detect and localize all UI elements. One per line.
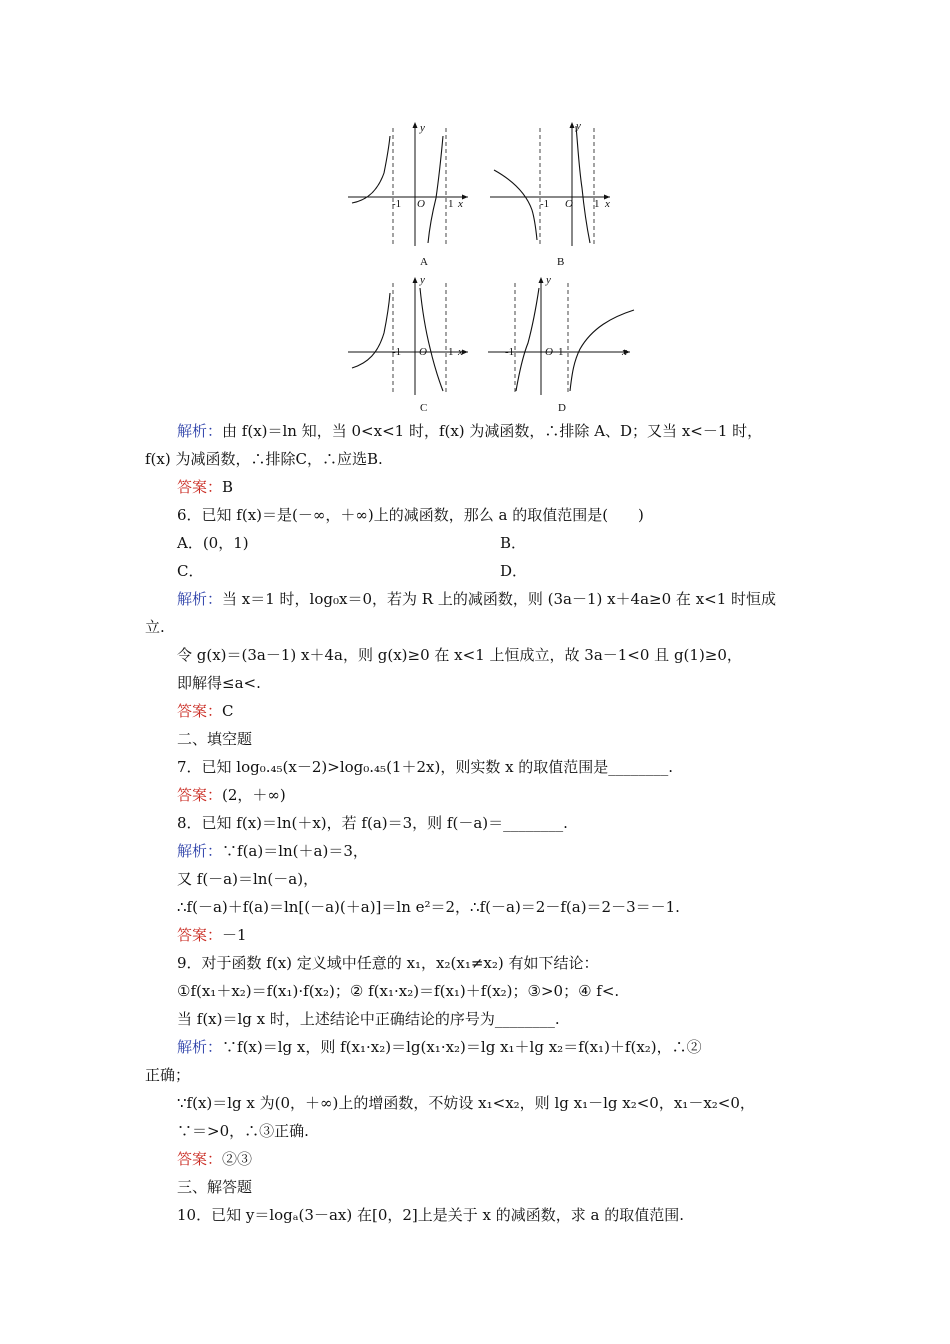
graph-c-caption: C <box>420 402 428 414</box>
graph-c-tick-1: 1 <box>448 346 454 358</box>
analysis-6-line3: 令 g(x)＝(3a－1) x＋4a，则 g(x)≥0 在 x<1 上恒成立，故 3a－1<0 且 g(1)≥0， <box>177 646 742 664</box>
graph-b-x-label: x <box>605 198 610 210</box>
graph-c <box>348 273 473 398</box>
answer-label: 答案： <box>177 1150 223 1168</box>
graph-c-tick-neg1: -1 <box>392 346 402 358</box>
graph-c-origin: O <box>419 346 427 358</box>
graph-a-caption: A <box>420 256 428 268</box>
analysis-label: 解析： <box>177 590 223 608</box>
answer-7: 答案：(2，＋∞) <box>177 786 286 804</box>
answer-label: 答案： <box>177 702 223 720</box>
analysis-9-line3: ∵f(x)＝lg x 为(0，＋∞)上的增函数，不妨设 x₁<x₂，则 lg x₁－lg x₂<0，x₁－x₂<0， <box>177 1094 755 1112</box>
graph-d-tick-1: 1 <box>558 346 564 358</box>
graph-b-tick-1: 1 <box>594 198 600 210</box>
analysis-label: 解析： <box>177 422 223 440</box>
graph-b-caption: B <box>557 256 565 268</box>
analysis-9-line1: 解析：∵f(x)＝lg x，则 f(x₁·x₂)＝lg(x₁·x₂)＝lg x₁＋lg x₂＝f(x₁)＋f(x₂)，∴② <box>177 1038 702 1056</box>
analysis-label: 解析： <box>177 842 223 860</box>
analysis-8-line1: 解析：∵f(a)＝ln(＋a)＝3， <box>177 842 368 860</box>
graph-b-tick-neg1: -1 <box>540 198 550 210</box>
question-9-statements: ①f(x₁＋x₂)＝f(x₁)·f(x₂)；② f(x₁·x₂)＝f(x₁)＋f(x₂)；③>0；④ f<. <box>177 982 620 1000</box>
question-8: 8．已知 f(x)＝ln(＋x)，若 f(a)＝3，则 f(－a)＝________. <box>177 814 568 832</box>
graph-d-origin: O <box>545 346 553 358</box>
graph-a <box>348 118 473 248</box>
graph-a-x-label: x <box>458 198 463 210</box>
graph-c-x-label: x <box>458 346 463 358</box>
question-6-option-d: D． <box>500 562 528 580</box>
section-2-heading: 二、填空题 <box>177 730 253 748</box>
graph-d-x-label: x <box>622 346 627 358</box>
answer-label: 答案： <box>177 786 223 804</box>
graph-a-tick-1: 1 <box>448 198 454 210</box>
analysis-9-line4: ∵＝>0，∴③正确. <box>177 1122 309 1140</box>
answer-9: 答案：②③ <box>177 1150 253 1168</box>
analysis-5-line1: 解析：由 f(x)＝ln 知，当 0<x<1 时，f(x) 为减函数，∴排除 A、D；又当 x<－1 时， <box>177 422 763 440</box>
answer-label: 答案： <box>177 926 223 944</box>
section-3-heading: 三、解答题 <box>177 1178 253 1196</box>
question-10: 10．已知 y＝logₐ(3－ax) 在[0，2]上是关于 x 的减函数，求 a 的取值范围. <box>177 1206 684 1224</box>
graph-c-y-label: y <box>420 274 425 286</box>
question-9-prompt: 当 f(x)＝lg x 时，上述结论中正确结论的序号为________. <box>177 1010 560 1028</box>
analysis-8-line2: 又 f(－a)＝ln(－a)， <box>177 870 319 888</box>
analysis-6-line4: 即解得≤a<. <box>177 674 261 692</box>
analysis-5-line2: f(x) 为减函数，∴排除C，∴应选B. <box>145 450 383 468</box>
graph-b-origin: O <box>565 198 573 210</box>
graph-b-y-label: y <box>576 120 581 132</box>
question-7: 7．已知 log₀.₄₅(x－2)>log₀.₄₅(1＋2x)，则实数 x 的取值范围是________. <box>177 758 674 776</box>
graph-d-caption: D <box>558 402 566 414</box>
question-6-option-a: A．(0，1) <box>177 534 249 552</box>
analysis-6-line2: 立. <box>145 618 165 636</box>
graph-a-tick-neg1: -1 <box>392 198 402 210</box>
graph-a-y-label: y <box>420 122 425 134</box>
analysis-9-line2: 正确； <box>145 1066 191 1084</box>
question-9: 9．对于函数 f(x) 定义域中任意的 x₁，x₂(x₁≠x₂) 有如下结论： <box>177 954 599 972</box>
analysis-label: 解析： <box>177 1038 223 1056</box>
graph-d-tick-neg1: -1 <box>505 346 515 358</box>
graph-d <box>488 273 638 398</box>
graph-d-y-label: y <box>546 274 551 286</box>
answer-label: 答案： <box>177 478 223 496</box>
answer-5: 答案：B <box>177 478 234 496</box>
answer-6: 答案：C <box>177 702 234 720</box>
question-6: 6．已知 f(x)＝是(－∞，＋∞)上的减函数，那么 a 的取值范围是( ) <box>177 506 644 524</box>
question-6-option-c: C． <box>177 562 204 580</box>
answer-8: 答案：－1 <box>177 926 247 944</box>
analysis-8-line3: ∴f(－a)＋f(a)＝ln[(－a)(＋a)]＝ln e²＝2，∴f(－a)＝2－f(a)＝2－3＝－1. <box>177 898 680 916</box>
function-graphs <box>340 118 640 418</box>
graph-a-origin: O <box>417 198 425 210</box>
analysis-6-line1: 解析：当 x＝1 时，log₀x＝0，若为 R 上的减函数，则 (3a－1) x＋4a≥0 在 x<1 时恒成 <box>177 590 777 608</box>
question-6-option-b: B． <box>500 534 527 552</box>
graph-b <box>490 118 615 248</box>
